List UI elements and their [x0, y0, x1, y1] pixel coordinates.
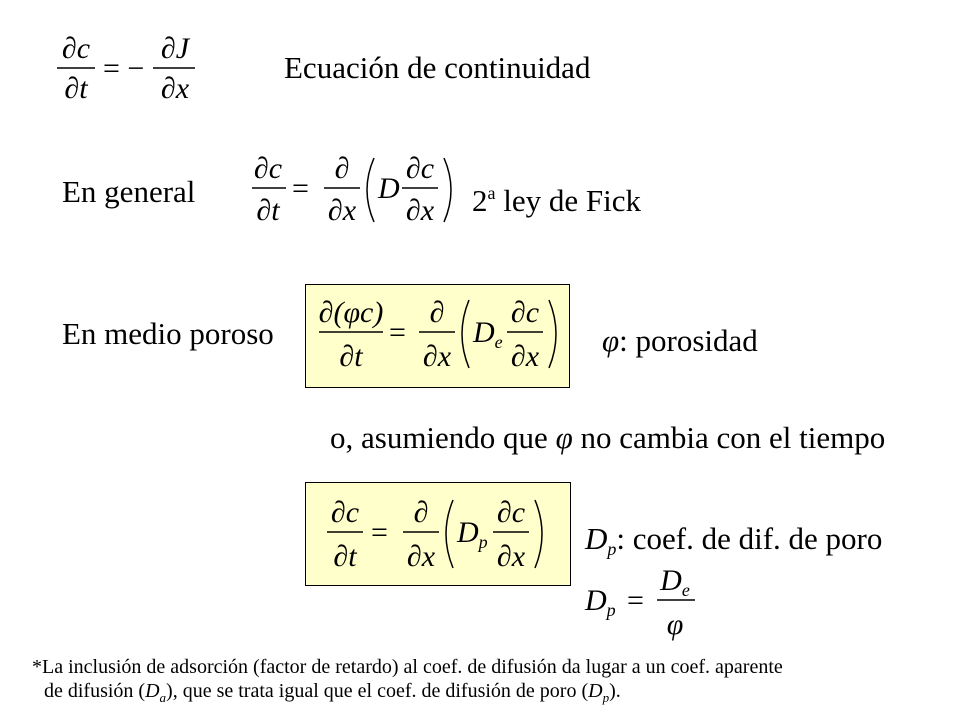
eq-operator: = — [627, 584, 644, 617]
eq-derivative-denominator: ∂x — [406, 540, 436, 573]
eq-inner-denominator: ∂x — [496, 540, 526, 573]
eq-inner-denominator: ∂x — [510, 340, 540, 373]
eq-inner-numerator: ∂c — [405, 152, 435, 185]
footnote-line-1: *La inclusión de adsorción (factor de retardo) al coef. de difusión da lugar a un coef. aparente — [32, 656, 783, 678]
continuity-label: Ecuación de continuidad — [284, 50, 591, 85]
eq-lhs-denominator: ∂t — [339, 340, 363, 373]
porous-label: En medio poroso — [62, 316, 274, 351]
eq-inner-numerator: ∂c — [510, 296, 540, 329]
eq-derivative-denominator: ∂x — [422, 340, 452, 373]
eq-operator: = — [371, 516, 388, 549]
eq-operator: = — [292, 172, 309, 205]
porosity-label: φ: porosidad — [602, 323, 758, 358]
eq-coefficient: $D_p$ — [457, 516, 488, 552]
eq-derivative-numerator: ∂ — [334, 152, 350, 185]
eq-numerator: $D_e$ — [660, 564, 690, 600]
eq-lhs-numerator: ∂c — [61, 32, 91, 65]
eq-rhs-numerator: ∂J — [160, 32, 190, 65]
eq-lhs-numerator: ∂c — [253, 152, 283, 185]
eq-lhs-numerator: ∂(φc) — [318, 296, 384, 329]
footnote-line-2: de difusión $(D_a)$, que se trata igual que el coef. de difusión de poro $(D_p)$. — [44, 680, 621, 705]
eq-coefficient: D — [378, 172, 400, 205]
eq-derivative-numerator: ∂ — [429, 296, 445, 329]
eq-rhs-denominator: ∂x — [160, 72, 190, 105]
general-label: En general — [62, 174, 196, 209]
eq-derivative-numerator: ∂ — [413, 496, 429, 529]
eq-inner-numerator: ∂c — [496, 496, 526, 529]
porous-equation — [315, 292, 565, 376]
eq-derivative-denominator: ∂x — [327, 194, 357, 227]
footnote — [32, 655, 783, 706]
eq-coefficient: $D_e$ — [473, 316, 503, 352]
eq-lhs-numerator: ∂c — [330, 496, 360, 529]
eq-denominator: φ — [666, 608, 684, 641]
fick-equation — [250, 150, 460, 230]
fick-law-label: 2$^a$ ley de Fick — [472, 183, 641, 218]
eq-lhs: $D_p$ — [585, 584, 616, 620]
dp-definition-equation — [585, 560, 705, 644]
eq-operator: = — [389, 316, 406, 349]
pore-coef-label: $D_p$: coef. de dif. de poro — [585, 521, 883, 559]
eq-operator: = − — [103, 52, 145, 85]
pore-equation — [325, 492, 555, 576]
eq-lhs-denominator: ∂t — [256, 194, 280, 227]
assumption-text: o, asumiendo que φ no cambia con el tiempo — [330, 420, 886, 455]
continuity-equation — [55, 32, 195, 105]
eq-inner-denominator: ∂x — [405, 194, 435, 227]
eq-lhs-denominator: ∂t — [64, 72, 88, 105]
eq-lhs-denominator: ∂t — [333, 540, 357, 573]
